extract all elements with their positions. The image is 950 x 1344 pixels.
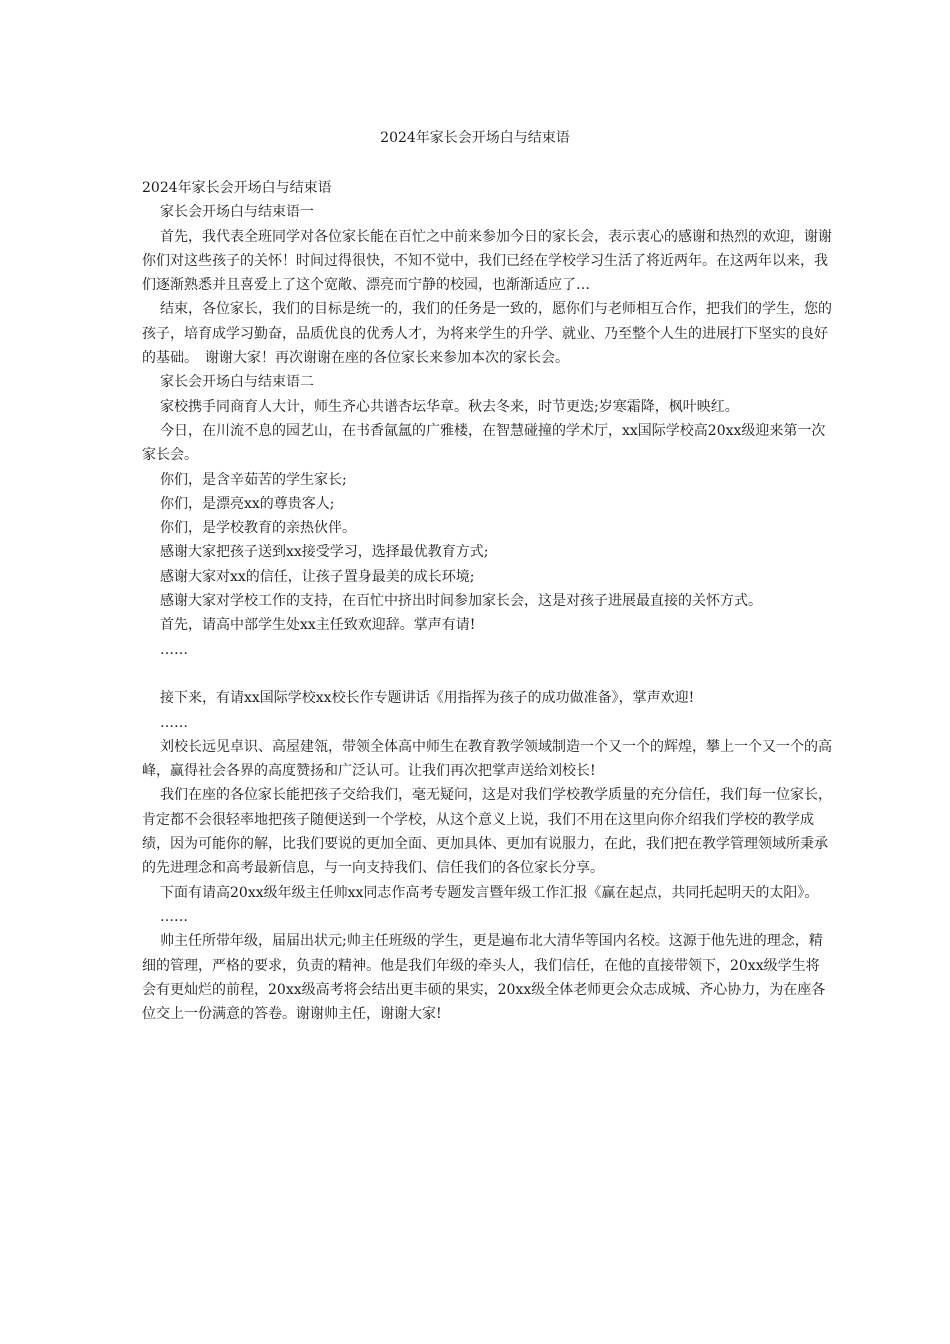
paragraph: 今日，在川流不息的园艺山，在书香氤氲的广雅楼，在智慧碰撞的学术厅，xx国际学校高20xx级迎来第一次家长会。 xyxy=(142,422,826,464)
paragraph: 刘校长远见卓识、高屋建瓴，带领全体高中师生在教育教学领域制造一个又一个的辉煌，攀上一个又一个的高峰，赢得社会各界的高度赞扬和广泛认可。让我们再次把掌声送给刘校长! xyxy=(142,738,832,780)
document-title: 2024年家长会开场白与结束语 xyxy=(380,130,570,146)
paragraph: …… xyxy=(160,908,188,925)
paragraph: 下面有请高20xx级年级主任帅xx同志作高考专题发言暨年级工作汇报《赢在起点，共同托起明天的太阳》。 xyxy=(160,884,819,901)
paragraph: 家长会开场白与结束语二 xyxy=(160,374,314,391)
paragraph: 帅主任所带年级，届届出状元;帅主任班级的学生，更是遍布北大清华等国内名校。这源于他先进的理念，精细的管理，严格的要求，负责的精神。他是我们年级的牵头人，我们信任，在他的直接带领下，20xx级学生将会有更灿烂的前程，20xx级高考将会结出更丰硕的果实，20xx级全体老师更会众志成城、齐心协力，为在座各位交上一份满意的答卷。谢谢帅主任，谢谢大家! xyxy=(142,933,826,1023)
paragraph: 感谢大家把孩子送到xx接受学习，选择最优教育方式; xyxy=(160,544,489,561)
paragraph: 感谢大家对xx的信任，让孩子置身最美的成长环境; xyxy=(160,568,475,585)
document-body xyxy=(142,176,832,1026)
paragraph: 感谢大家对学校工作的支持，在百忙中挤出时间参加家长会，这是对孩子进展最直接的关怀方式。 xyxy=(160,593,762,610)
paragraph: 你们，是含辛茹苦的学生家长; xyxy=(160,471,347,488)
paragraph-gap xyxy=(142,662,832,686)
paragraph: 家长会开场白与结束语一 xyxy=(160,204,314,221)
paragraph: 你们，是漂亮xx的尊贵客人; xyxy=(160,495,335,512)
paragraph: 结束，各位家长，我们的目标是统一的，我们的任务是一致的，愿你们与老师相互合作，把我们的学生，您的孩子，培育成学习勤奋，品质优良的优秀人才，为将来学生的升学、就业、乃至整个人生的进展打下坚实的良好的基础。 谢谢大家！再次谢谢在座的各位家长来参加本次的家长会。 xyxy=(142,301,832,367)
paragraph: 首先，我代表全班同学对各位家长能在百忙之中前来参加今日的家长会，表示衷心的感谢和热烈的欢迎，谢谢你们对这些孩子的关怀！时间过得很快，不知不觉中，我们已经在学校学习生活了将近两年。在这两年以来，我们逐渐熟悉并且喜爱上了这个宽敞、漂亮而宁静的校园，也渐渐适应了… xyxy=(142,228,832,294)
paragraph: 接下来，有请xx国际学校xx校长作专题讲话《用指挥为孩子的成功做准备》，掌声欢迎! xyxy=(160,690,695,707)
paragraph: 我们在座的各位家长能把孩子交给我们，毫无疑问，这是对我们学校教学质量的充分信任，我们每一位家长，肯定都不会很轻率地把孩子随便送到一个学校，从这个意义上说，我们不用在这里向你介绍我们学校的教学成绩，因为可能你的解，比我们要说的更加全面、更加具体、更加有说服力，在此，我们把在教学管理领域所秉承的先进理念和高考最新信息，与一向支持我们、信任我们的各位家长分享。 xyxy=(142,787,832,877)
paragraph: 首先，请高中部学生处xx主任致欢迎辞。掌声有请! xyxy=(160,617,476,634)
paragraph: …… xyxy=(160,641,188,658)
paragraph: …… xyxy=(160,714,188,731)
paragraph: 你们，是学校教育的亲热伙伴。 xyxy=(160,520,356,537)
paragraph: 2024年家长会开场白与结束语 xyxy=(142,180,332,196)
paragraph: 家校携手同商育人大计，师生齐心共谱杏坛华章。秋去冬来，时节更迭;岁寒霜降，枫叶映红。 xyxy=(160,398,739,415)
